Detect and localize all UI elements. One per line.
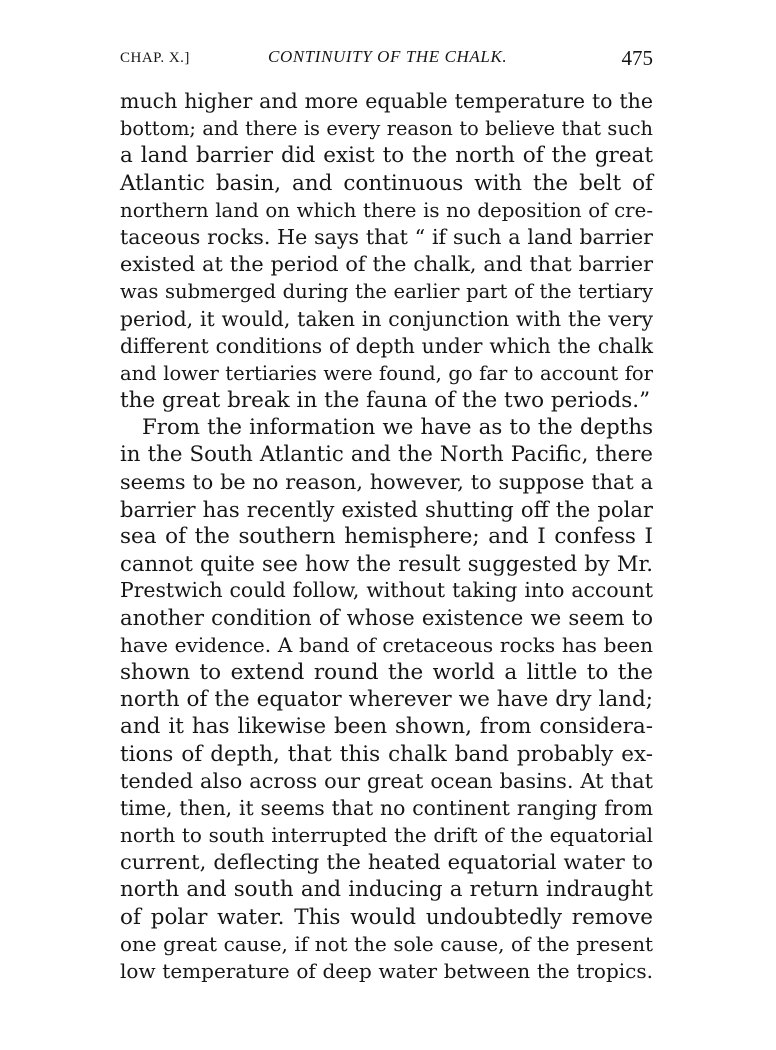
- text-line: barrier has recently existed shutting off the polar: [120, 496, 653, 522]
- running-title: CONTINUITY OF THE CHALK.: [268, 47, 508, 66]
- body-text: [120, 88, 653, 985]
- text-line: a land barrier did exist to the north of the great: [120, 143, 653, 169]
- text-line: different conditions of depth under which the chalk: [120, 333, 653, 358]
- text-line: north of the equator wherever we have dry land;: [120, 687, 653, 713]
- paragraph-start-line: From the information we have as to the depths: [142, 415, 653, 441]
- text-line: tions of depth, that this chalk band probably ex-: [120, 741, 653, 767]
- text-line: taceous rocks. He says that “ if such a land barrier: [120, 224, 653, 249]
- text-line: existed at the period of the chalk, and that barrier: [120, 252, 653, 277]
- text-line: tended also across our great ocean basins. At that: [120, 768, 653, 793]
- text-line: the great break in the fauna of the two periods.”: [120, 388, 651, 414]
- text-line: northern land on which there is no deposition of cre-: [120, 198, 653, 222]
- text-line: sea of the southern hemisphere; and I confess I: [120, 524, 653, 549]
- text-line: one great cause, if not the sole cause, of the present: [120, 932, 653, 956]
- text-line: much higher and more equable temperature to the: [120, 89, 653, 113]
- text-line: and it has likewise been shown, from considera-: [120, 714, 653, 740]
- text-line: of polar water. This would undoubtedly remove: [120, 904, 653, 930]
- text-line: Prestwich could follow, without taking into account: [120, 578, 653, 603]
- text-line: another condition of whose existence we seem to: [120, 605, 653, 631]
- text-line: time, then, it seems that no continent ranging from: [120, 795, 653, 820]
- text-line: Atlantic basin, and continuous with the belt of: [120, 170, 653, 196]
- text-line: have evidence. A band of cretaceous rocks has been: [120, 632, 653, 657]
- text-line: shown to extend round the world a little to the: [120, 659, 653, 685]
- text-line: low temperature of deep water between the tropics.: [120, 959, 653, 983]
- text-line: was submerged during the earlier part of the tertiary: [120, 280, 653, 304]
- text-line: north to south interrupted the drift of the equatorial: [120, 824, 653, 848]
- page-header: [120, 44, 653, 74]
- chapter-label: CHAP. X.]: [120, 50, 190, 66]
- text-line: in the South Atlantic and the North Pacific, there: [120, 442, 653, 468]
- text-line: seems to be no reason, however, to suppose that a: [120, 469, 653, 494]
- text-line: north and south and inducing a return indraught: [120, 877, 653, 903]
- text-line: cannot quite see how the result suggested by Mr.: [120, 551, 653, 577]
- text-line: bottom; and there is every reason to believe that such: [120, 117, 653, 141]
- page-number: 475: [621, 46, 653, 70]
- text-line: and lower tertiaries were found, go far to account for: [120, 361, 653, 385]
- text-line: current, deflecting the heated equatorial water to: [120, 850, 653, 875]
- text-line: period, it would, taken in conjunction with the very: [120, 306, 653, 331]
